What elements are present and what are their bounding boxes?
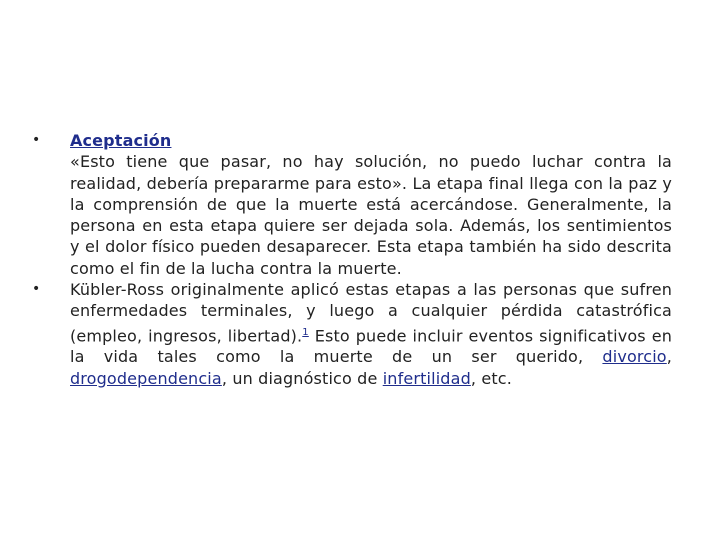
infertilidad-link[interactable]: infertilidad xyxy=(382,368,471,388)
drogodependencia-link[interactable]: drogodependencia xyxy=(70,368,222,388)
bullet-item-kubler-ross xyxy=(32,279,672,389)
divorcio-link[interactable]: divorcio xyxy=(602,347,667,367)
footnote-link[interactable]: 1 xyxy=(302,326,309,338)
bullet-list xyxy=(32,130,672,389)
kubler-ross-text-d: , etc. xyxy=(470,368,512,388)
bullet-icon: • xyxy=(32,281,41,298)
separator-text: , xyxy=(666,347,672,367)
bullet-item-aceptacion xyxy=(32,130,672,279)
aceptacion-link[interactable]: Aceptación xyxy=(70,131,172,150)
aceptacion-text: «Esto tiene que pasar, no hay solución, no puedo luchar contra la realidad, debería prepararme para esto». La etapa final llega con la paz y la comprensión de que la muerte está acercándose. Generalmente, la persona en esta etapa quiere ser dejada sola. Además, los sentimientos y el dolor físico pueden desaparecer. Esta etapa también ha sido descrita como el fin de la lucha contra la muerte. xyxy=(70,152,672,278)
kubler-ross-text-a: Kübler-Ross originalmente aplicó estas etapas a las personas que sufren enfermedades terminales, y luego a cualquier pérdida catastrófica (empleo, ingresos, libertad). xyxy=(70,280,672,345)
kubler-ross-text-b: Esto puede incluir eventos significativos en la vida tales como la muerte de un ser querido, xyxy=(70,326,672,367)
kubler-ross-text-c: , un diagnóstico de xyxy=(221,368,383,388)
bullet-icon: • xyxy=(32,132,41,148)
